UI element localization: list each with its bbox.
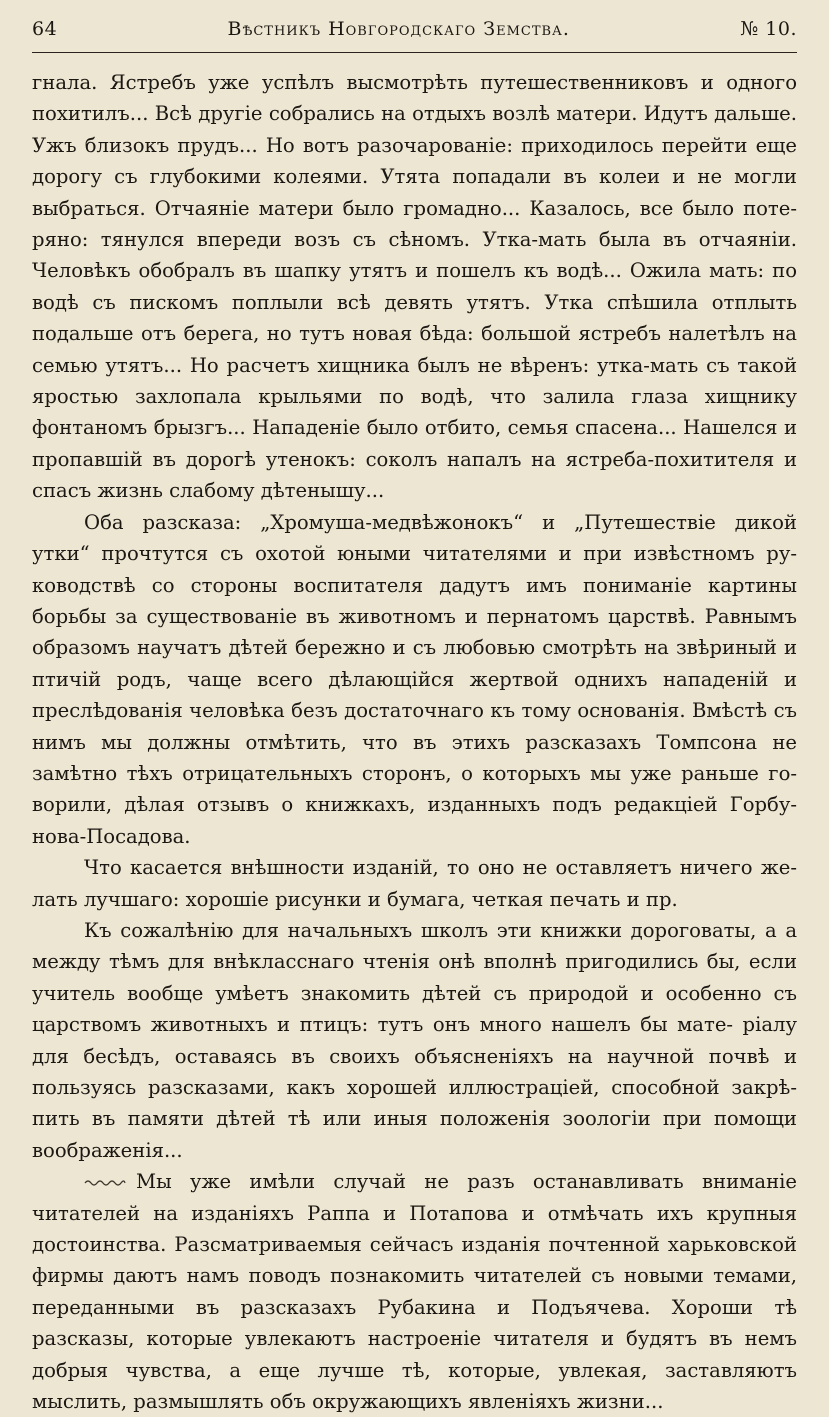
paragraph-5 — [32, 1166, 797, 1417]
text-line: Оба разсказа: „Хромуша-медвѣжонокъ“ и „Путешествіе дикой — [84, 510, 797, 534]
paragraph-4 — [32, 915, 797, 1166]
text-line: если учитель вообще умѣетъ знакомить дѣтей съ природой и особенно — [32, 950, 797, 1005]
text-line: и пользуясь разсказами, какъ хорошей иллюстраціей, способной закрѣ- — [32, 1044, 797, 1099]
text-line: фонтаномъ брызгъ... Нападеніе было отбито, семья спасена... Нашелся — [32, 416, 778, 440]
text-line: воображенія... — [32, 1138, 183, 1162]
text-line: ководствѣ со стороны воспитателя дадутъ имъ пониманіе картины — [32, 573, 797, 597]
header-rule — [32, 52, 797, 53]
text-line: и птичій родъ, чаще всего дѣлающійся жертвой однихъ нападеній и — [32, 636, 798, 691]
text-line: гнала. Ястребъ уже успѣлъ высмотрѣть путешественниковъ и одного — [32, 71, 797, 94]
issue-number: № 10. — [740, 18, 797, 40]
text-line: пить въ памяти дѣтей тѣ или иныя положенія зоологіи при помощи — [32, 1107, 797, 1131]
text-line: на изданіяхъ Раппа и Потапова и отмѣчать ихъ крупныя достоинства. — [32, 1201, 797, 1257]
text-line: и спасъ жизнь слабому дѣтенышу... — [32, 447, 797, 503]
text-line: въ разсказахъ Рубакина и Подъячева. Хороши тѣ разсказы, которые — [32, 1295, 798, 1351]
text-line: съ нимъ мы должны отмѣтить, что въ этихъ разсказахъ Томпсона не — [32, 699, 798, 754]
text-line: борьбы за существованіе въ животномъ и пернатомъ царствѣ. Равнымъ — [32, 604, 797, 628]
text-line: такой яростью захлопала крыльями по водѣ, что залила глаза хищнику — [32, 353, 797, 409]
text-line: преслѣдованія человѣка безъ достаточнаго къ тому основанія. Вмѣстѣ — [32, 699, 768, 723]
text-line: Мы уже имѣли случай не разъ останавливать вниманіе читателей — [32, 1170, 797, 1225]
text-line: по водѣ съ пискомъ поплыли всѣ девять утятъ. Утка спѣшила отплыть — [32, 259, 797, 314]
text-line: увлекаютъ настроеніе читателя и будятъ въ немъ добрыя чувства, а — [32, 1327, 797, 1382]
text-line: объ окружающихъ явленіяхъ жизни... — [269, 1390, 664, 1414]
article-body — [32, 67, 797, 1417]
text-line: замѣтно тѣхъ отрицательныхъ сторонъ, о которыхъ мы уже раньше го- — [32, 761, 797, 785]
text-line: ріалу для бесѣдъ, оставаясь въ своихъ объясненіяхъ на научной почвѣ — [32, 1013, 797, 1068]
text-line: лать лучшаго: хорошіе рисунки и бумага, четкая печать и пр. — [32, 887, 678, 911]
text-line: Къ сожалѣнію для начальныхъ школъ эти книжки дороговаты, а — [84, 918, 777, 942]
wavy-ornament-icon — [84, 1179, 126, 1187]
text-line: еще дорогу съ глубокими колеями. Утята попадали въ колеи и не могли — [32, 133, 797, 189]
text-line: Ужъ близокъ прудъ... Но вотъ разочарованіе: приходилось перейти — [32, 133, 748, 157]
text-line: подальше отъ берега, но тутъ новая бѣда: большой ястребъ налетѣлъ — [32, 322, 765, 346]
text-line: а между тѣмъ для внѣкласснаго чтенія онѣ вполнѣ пригодились бы, — [32, 918, 798, 974]
text-line: намъ поводъ познакомить читателей съ новыми темами, переданными — [32, 1264, 797, 1319]
text-line: Что касается внѣшности изданій, то оно не оставляетъ ничего же- — [84, 856, 797, 880]
text-line: утки“ прочтутся съ охотой юными читателями и при извѣстномъ ру- — [32, 542, 797, 566]
paragraph-2 — [32, 507, 797, 852]
text-line: и пропавшій въ дорогѣ утенокъ: соколъ напалъ на ястреба-похитителя — [32, 416, 797, 471]
journal-title: Вѣстникъ Новгородскаго Земства. — [227, 18, 570, 40]
text-line: образомъ научатъ дѣтей бережно и съ любовью смотрѣть на звѣриный — [32, 636, 777, 660]
page-number: 64 — [32, 18, 58, 40]
text-line: Разсматриваемыя сейчасъ изданія почтенной харьковской фирмы даютъ — [32, 1233, 797, 1288]
text-line: похитилъ... Всѣ другіе собрались на отдыхъ возлѣ матери. Идутъ дальше. — [32, 102, 797, 126]
paragraph-1 — [32, 67, 797, 507]
text-line: ворили, дѣлая отзывъ о книжкахъ, изданныхъ подъ редакціей Горбу- — [32, 793, 797, 817]
text-line: на семью утятъ... Но расчетъ хищника былъ не вѣренъ: утка-мать съ — [32, 322, 797, 377]
text-line: ряно: тянулся впереди возъ съ сѣномъ. Утка-мать была въ отчаяніи. — [32, 228, 797, 252]
text-line: нова-Посадова. — [32, 824, 191, 848]
page-header — [32, 18, 797, 46]
text-line: еще лучше тѣ, которые, увлекая, заставляютъ мыслить, размышлять — [32, 1358, 798, 1414]
text-line: выбраться. Отчаяніе матери было громадно... Казалось, все было поте- — [32, 196, 797, 220]
text-line: съ царствомъ животныхъ и птицъ: тутъ онъ много нашелъ бы мате- — [32, 981, 797, 1037]
text-line: Человѣкъ обобралъ въ шапку утятъ и пошелъ къ водѣ... Ожила мать: — [32, 259, 765, 283]
paragraph-3 — [32, 852, 797, 915]
